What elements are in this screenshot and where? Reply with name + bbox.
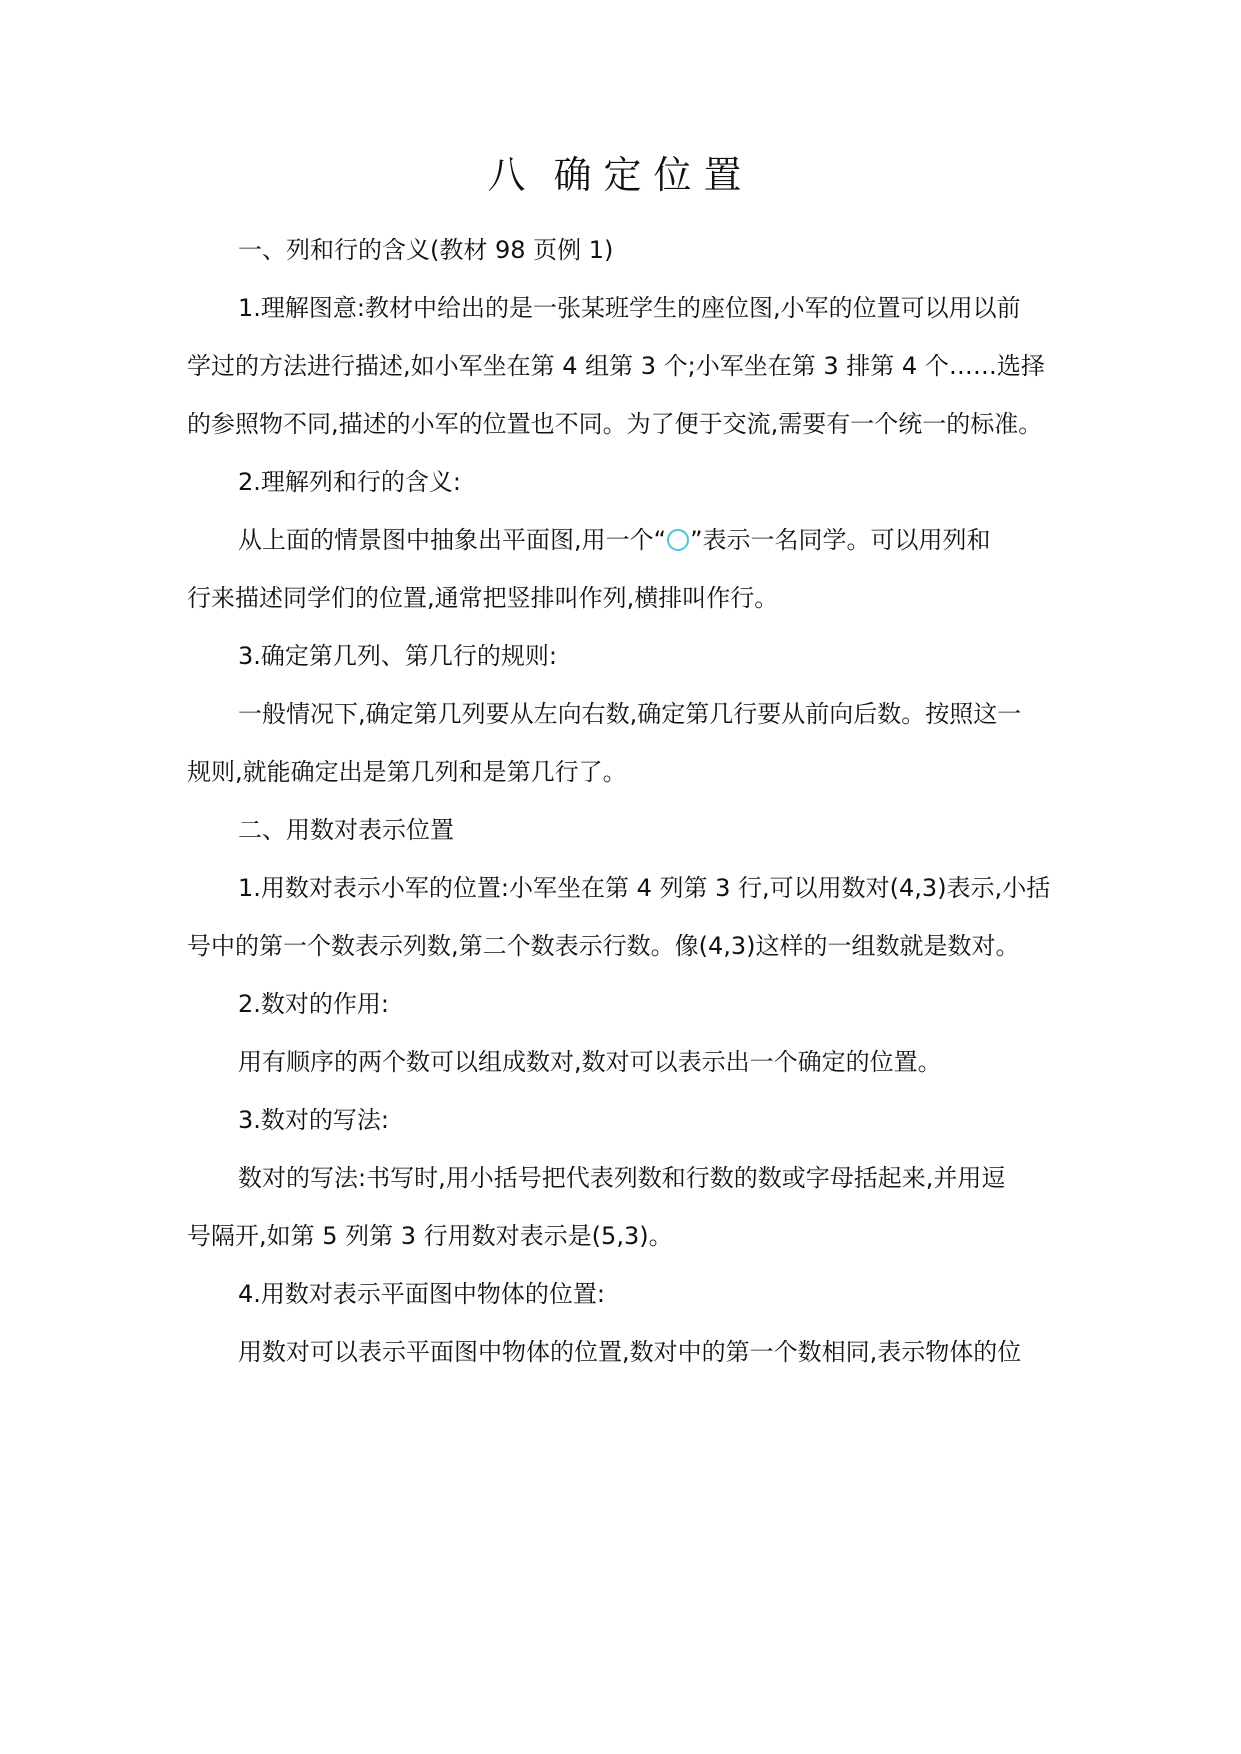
- paragraph-line: 号隔开,如第 5 列第 3 行用数对表示是(5,3)。: [187, 1222, 673, 1250]
- paragraph-line: 用数对可以表示平面图中物体的位置,数对中的第一个数相同,表示物体的位: [238, 1338, 1022, 1366]
- paragraph-line: 规则,就能确定出是第几列和是第几行了。: [187, 758, 627, 786]
- paragraph-line: 1.用数对表示小军的位置:小军坐在第 4 列第 3 行,可以用数对(4,3)表示,小括: [238, 874, 1051, 902]
- chapter-number: 八: [487, 153, 538, 197]
- subheading: 4.用数对表示平面图中物体的位置:: [238, 1280, 605, 1308]
- page-title: [0, 150, 1241, 200]
- section-heading-2: 二、用数对表示位置: [238, 816, 454, 844]
- paragraph-line: 的参照物不同,描述的小军的位置也不同。为了便于交流,需要有一个统一的标准。: [187, 410, 1043, 438]
- section-heading-1: 一、列和行的含义(教材 98 页例 1): [238, 236, 614, 264]
- paragraph-line: 数对的写法:书写时,用小括号把代表列数和行数的数或字母括起来,并用逗: [238, 1164, 1006, 1192]
- paragraph-line: 一般情况下,确定第几列要从左向右数,确定第几行要从前向后数。按照这一: [238, 700, 1022, 728]
- paragraph-line: 学过的方法进行描述,如小军坐在第 4 组第 3 个;小军坐在第 3 排第 4 个……选择: [187, 352, 1045, 380]
- subheading: 3.确定第几列、第几行的规则:: [238, 642, 557, 670]
- paragraph-line: 从上面的情景图中抽象出平面图,用一个“ ”表示一名同学。可以用列和: [238, 526, 991, 554]
- paragraph-line: 号中的第一个数表示列数,第二个数表示行数。像(4,3)这样的一组数就是数对。: [187, 932, 1020, 960]
- paragraph-line: 用有顺序的两个数可以组成数对,数对可以表示出一个确定的位置。: [238, 1048, 942, 1076]
- circle-icon: [667, 529, 689, 551]
- subheading: 2.理解列和行的含义:: [238, 468, 461, 496]
- chapter-name: 确定位置: [553, 153, 754, 197]
- paragraph-line: 1.理解图意:教材中给出的是一张某班学生的座位图,小军的位置可以用以前: [238, 294, 1021, 322]
- subheading: 3.数对的写法:: [238, 1106, 389, 1134]
- paragraph-line: 行来描述同学们的位置,通常把竖排叫作列,横排叫作行。: [187, 584, 779, 612]
- subheading: 2.数对的作用:: [238, 990, 389, 1018]
